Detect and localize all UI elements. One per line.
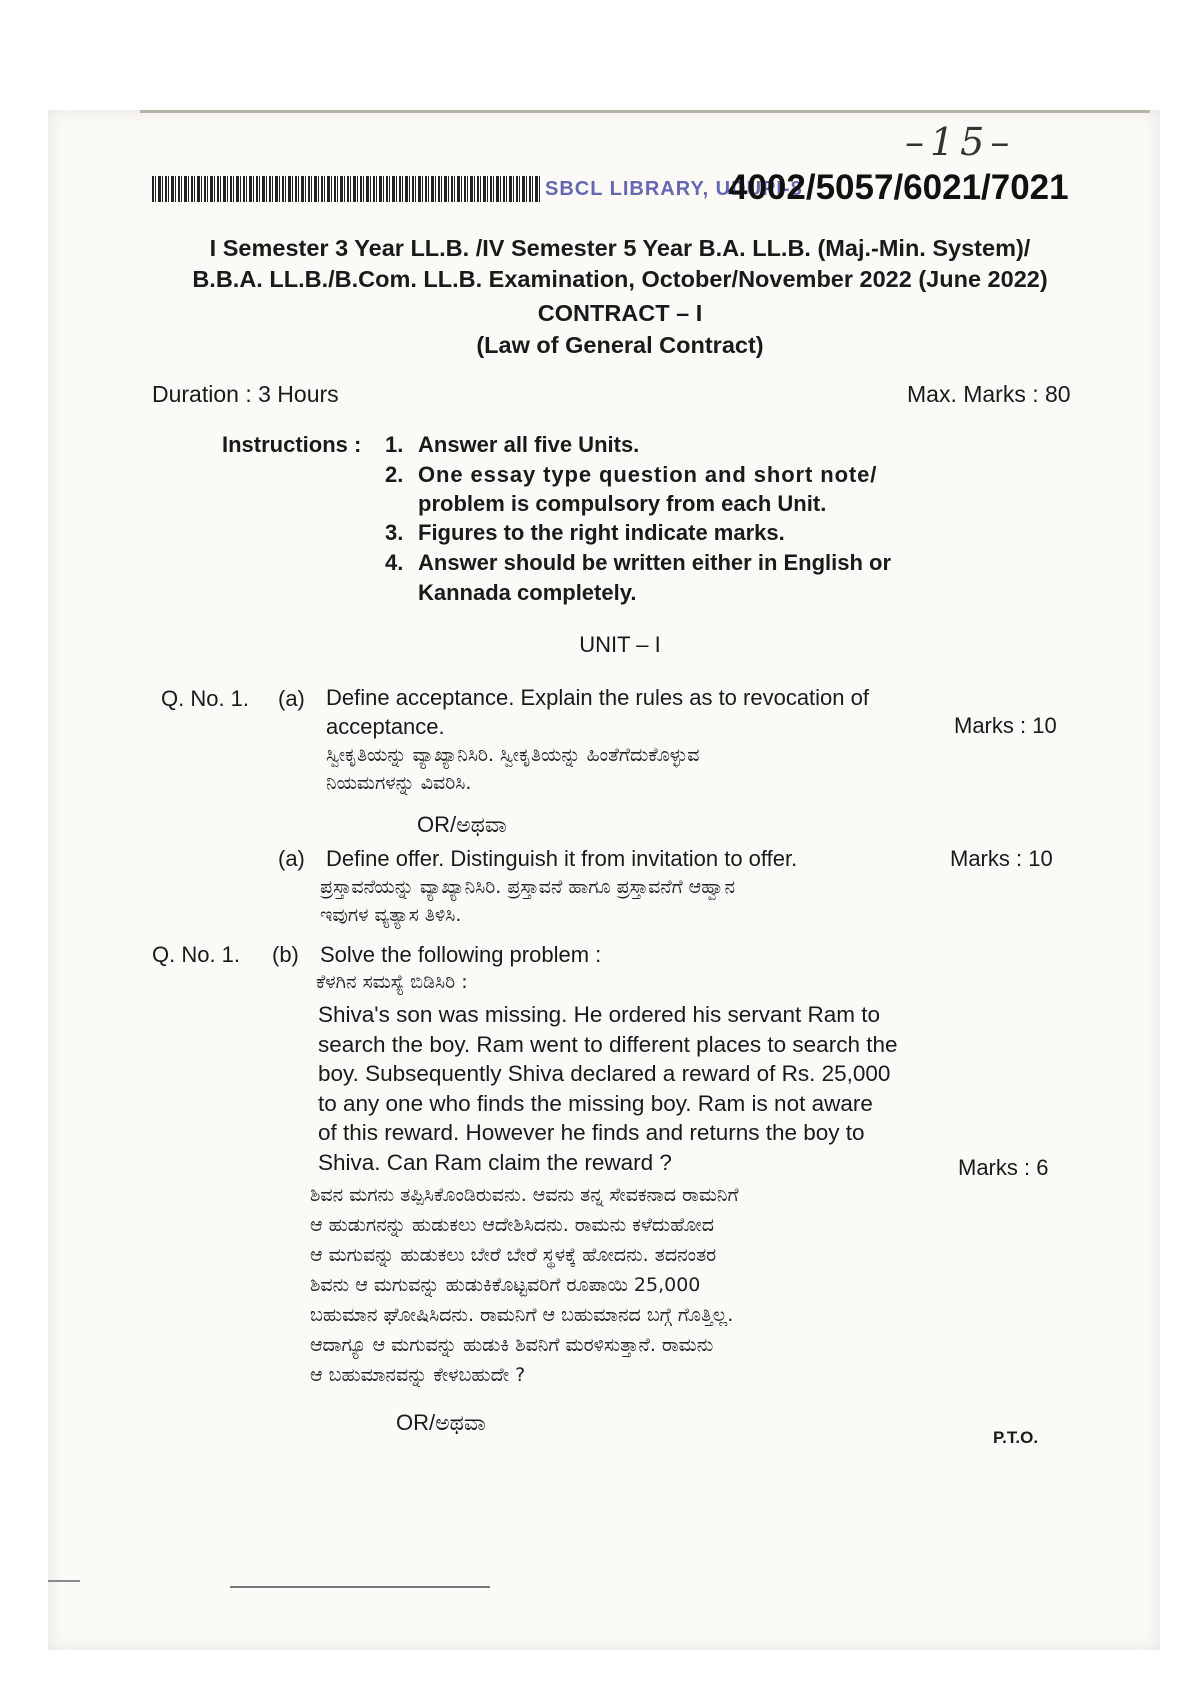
marks-label: Marks : 10: [954, 713, 1057, 738]
instruction-item-cont: [385, 491, 826, 517]
instruction-text: problem is compulsory from each Unit.: [418, 491, 827, 516]
problem-line-kannada: ಶಿವನು ಆ ಮಗುವನ್ನು ಹುಡುಕಿಕೊಟ್ಟವರಿಗೆ ರೂಪಾಯಿ 25,000: [310, 1274, 701, 1296]
problem-line-kannada: ಶಿವನ ಮಗನು ತಪ್ಪಿಸಿಕೊಂಡಿರುವನು. ಆವನು ತನ್ನ ಸೇವಕನಾದ ರಾಮನಿಗೆ: [310, 1184, 739, 1206]
instruction-number: 4.: [385, 550, 404, 575]
problem-line-kannada: ಆ ಮಗುವನ್ನು ಹುಡುಕಲು ಬೇರೆ ಬೇರೆ ಸ್ಥಳಕ್ಕೆ ಹೋದನು. ತದನಂತರ: [310, 1244, 717, 1266]
problem-line: boy. Subsequently Shiva declared a reward of Rs. 25,000: [318, 1061, 891, 1086]
question-part: (a): [278, 686, 305, 711]
question-text-kannada: ಸ್ವೀಕೃತಿಯನ್ನು ವ್ಯಾಖ್ಯಾನಿಸಿರಿ. ಸ್ವೀಕೃತಿಯನ್ನು ಹಿಂತೆಗೆದುಕೊಳ್ಳುವ: [326, 744, 700, 766]
paper-code: 4002/5057/6021/7021: [728, 168, 1069, 207]
instruction-item: [385, 462, 877, 488]
handwritten-page-number: –15–: [905, 120, 1016, 164]
problem-line: to any one who finds the missing boy. Ram is not aware: [318, 1090, 873, 1116]
instruction-item-cont: [385, 580, 636, 606]
unit-heading: UNIT – I: [579, 632, 661, 657]
instruction-item: [385, 432, 639, 458]
pto-label: P.T.O.: [993, 1428, 1039, 1447]
subject-subtitle: (Law of General Contract): [476, 332, 764, 358]
question-part: (b): [272, 942, 299, 967]
problem-line: Shiva's son was missing. He ordered his servant Ram to: [318, 1002, 881, 1027]
subject-title: CONTRACT – I: [537, 300, 703, 326]
instruction-number: 2.: [385, 462, 404, 487]
question-text-kannada: ನಿಯಮಗಳನ್ನು ವಿವರಿಸಿ.: [326, 772, 472, 794]
or-separator: OR/ಅಥವಾ: [396, 1410, 486, 1435]
duration: Duration : 3 Hours: [152, 381, 339, 407]
exam-title-line1: I Semester 3 Year LL.B. /IV Semester 5 Year B.A. LL.B. (Maj.-Min. System)/: [209, 235, 1031, 261]
question-part: (a): [278, 846, 305, 871]
instruction-text: Answer should be written either in English or: [418, 550, 892, 575]
problem-text-kannada: [310, 1180, 930, 1390]
bottom-rule-left: [48, 1580, 80, 1582]
or-separator: OR/ಅಥವಾ: [417, 812, 507, 837]
question-number: Q. No. 1.: [152, 942, 241, 967]
instruction-text: Answer all five Units.: [418, 432, 640, 457]
instruction-text: Kannada completely.: [418, 580, 637, 605]
library-stamp: SBCL LIBRARY, UDUPI-8: [545, 178, 803, 200]
top-rule: [140, 110, 1150, 113]
question-text: Define offer. Distinguish it from invitation to offer.: [326, 846, 798, 871]
problem-line: of this reward. However he finds and returns the boy to: [318, 1120, 865, 1145]
question-text-kannada: ಪ್ರಸ್ತಾವನೆಯನ್ನು ವ್ಯಾಖ್ಯಾನಿಸಿರಿ. ಪ್ರಸ್ತಾವನೆ ಹಾಗೂ ಪ್ರಸ್ತಾವನೆಗೆ ಆಹ್ವಾನ: [320, 876, 736, 898]
problem-line-kannada: ಆ ಬಹುಮಾನವನ್ನು ಕೇಳಬಹುದೇ ?: [310, 1364, 526, 1386]
question-text: Solve the following problem :: [320, 942, 602, 967]
question-text-kannada: ಇವುಗಳ ವ್ಯತ್ಯಾಸ ತಿಳಿಸಿ.: [320, 904, 462, 926]
instruction-number: 1.: [385, 432, 404, 457]
exam-title-line2: B.B.A. LL.B./B.Com. LL.B. Examination, October/November 2022 (June 2022): [192, 266, 1048, 292]
marks-label: Marks : 10: [950, 846, 1053, 871]
marks-label: Marks : 6: [958, 1155, 1049, 1180]
instruction-text: One essay type question and short note/: [418, 462, 878, 487]
problem-line: Shiva. Can Ram claim the reward ?: [318, 1149, 672, 1175]
bottom-rule: [230, 1586, 490, 1588]
problem-line-kannada: ಬಹುಮಾನ ಘೋಷಿಸಿದನು. ರಾಮನಿಗೆ ಆ ಬಹುಮಾನದ ಬಗ್ಗೆ ಗೊತ್ತಿಲ್ಲ.: [310, 1304, 734, 1326]
question-number: Q. No. 1.: [161, 686, 250, 711]
question-text: Define acceptance. Explain the rules as to revocation of: [326, 685, 869, 710]
instructions-label: Instructions :: [222, 432, 362, 457]
question-text-kannada: ಕೆಳಗಿನ ಸಮಸ್ಯೆ ಬಿಡಿಸಿರಿ :: [316, 971, 468, 993]
instruction-item: [385, 550, 891, 576]
problem-line: search the boy. Ram went to different places to search the: [318, 1031, 898, 1057]
instruction-item: [385, 520, 785, 546]
problem-line-kannada: ಆದಾಗ್ಯೂ ಆ ಮಗುವನ್ನು ಹುಡುಕಿ ಶಿವನಿಗೆ ಮರಳಿಸುತ್ತಾನೆ. ರಾಮನು: [310, 1334, 714, 1356]
instruction-text: Figures to the right indicate marks.: [418, 520, 785, 545]
question-text: acceptance.: [326, 714, 445, 739]
problem-line-kannada: ಆ ಹುಡುಗನನ್ನು ಹುಡುಕಲು ಆದೇಶಿಸಿದನು. ರಾಮನು ಕಳೆದುಹೋದ: [310, 1214, 715, 1236]
instruction-number: 3.: [385, 520, 404, 545]
max-marks: Max. Marks : 80: [907, 381, 1071, 407]
problem-text-en: [318, 1000, 938, 1177]
barcode: [152, 176, 540, 202]
